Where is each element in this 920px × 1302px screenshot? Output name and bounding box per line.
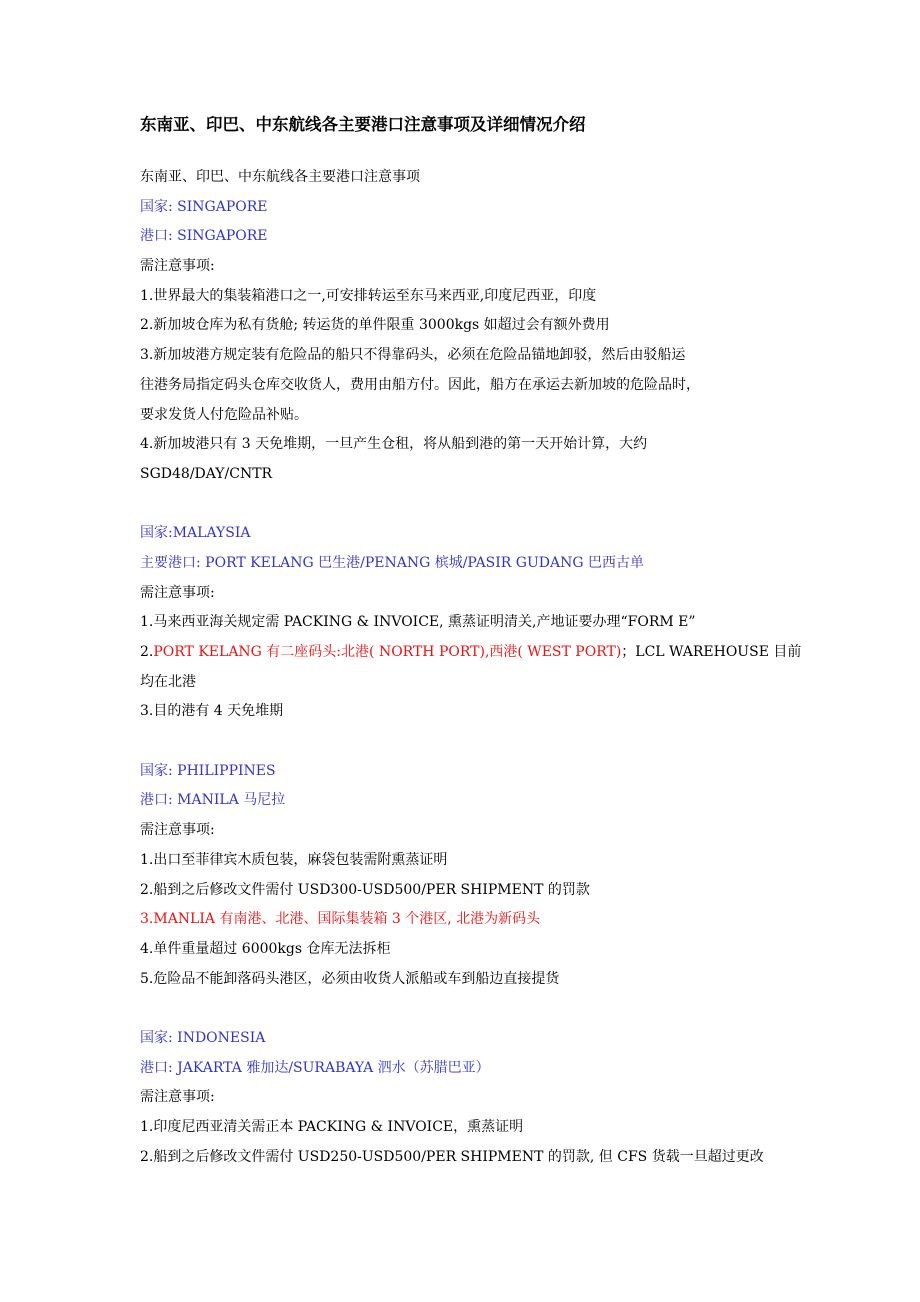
singapore-item-4-line-1: 4.新加坡港只有 3 天免堆期，一旦产生仓租，将从船到港的第一天开始计算，大约 [140, 436, 648, 453]
singapore-item-2: 2.新加坡仓库为私有货舱; 转运货的单件限重 3000kgs 如超过会有额外费用 [140, 317, 610, 334]
philippines-notes-label: 需注意事项: [140, 822, 215, 839]
malaysia-item-2-highlight: PORT KELANG 有二座码头:北港( NORTH PORT),西港( WEST PORT) [153, 644, 622, 660]
singapore-notes-label: 需注意事项: [140, 258, 215, 275]
document-body [140, 163, 802, 1172]
philippines-item-5: 5.危险品不能卸落码头港区，必须由收货人派船或车到船边直接提货 [140, 970, 560, 987]
singapore-item-3-line-3: 要求发货人付危险品补贴。 [140, 406, 308, 423]
malaysia-country: 国家:MALAYSIA [140, 525, 251, 542]
malaysia-item-2-suffix: ；LCL WAREHOUSE 目前 [621, 644, 802, 660]
singapore-item-1: 1.世界最大的集装箱港口之一,可安排转运至东马来西亚,印度尼西亚，印度 [140, 287, 597, 304]
philippines-item-4: 4.单件重量超过 6000kgs 仓库无法拆柜 [140, 940, 391, 957]
malaysia-item-3: 3.目的港有 4 天免堆期 [140, 703, 284, 720]
singapore-item-4-line-2: SGD48/DAY/CNTR [140, 465, 273, 482]
malaysia-notes-label: 需注意事项: [140, 584, 215, 601]
singapore-item-3-line-2: 往港务局指定码头仓库交收货人，费用由船方付。因此，船方在承运去新加坡的危险品时， [140, 376, 700, 393]
malaysia-item-2-prefix: 2. [140, 644, 154, 660]
singapore-port: 港口: SINGAPORE [140, 228, 268, 245]
singapore-country: 国家: SINGAPORE [140, 198, 268, 215]
philippines-country: 国家: PHILIPPINES [140, 762, 276, 779]
philippines-port: 港口: MANILA 马尼拉 [140, 792, 286, 809]
indonesia-country: 国家: INDONESIA [140, 1029, 266, 1046]
philippines-item-2: 2.船到之后修改文件需付 USD300-USD500/PER SHIPMENT 的罚款 [140, 881, 590, 898]
indonesia-item-2: 2.船到之后修改文件需付 USD250-USD500/PER SHIPMENT 的罚款, 但 CFS 货载一旦超过更改 [140, 1148, 764, 1165]
subtitle: 东南亚、印巴、中东航线各主要港口注意事项 [140, 169, 420, 185]
malaysia-port: 主要港口: PORT KELANG 巴生港/PENANG 槟城/PASIR GUDANG 巴西古单 [140, 554, 644, 571]
indonesia-item-1: 1.印度尼西亚清关需正本 PACKING & INVOICE，熏蒸证明 [140, 1119, 524, 1135]
section-spacer [140, 490, 790, 520]
malaysia-item-1: 1.马来西亚海关规定需 PACKING & INVOICE, 熏蒸证明清关,产地证要办理“FORM E” [140, 614, 696, 631]
section-spacer [140, 994, 790, 1024]
malaysia-item-2-line-2: 均在北港 [140, 673, 196, 690]
document-title: 东南亚、印巴、中东航线各主要港口注意事项及详细情况介绍 [140, 115, 586, 134]
philippines-item-1: 1.出口至菲律宾木质包装，麻袋包装需附熏蒸证明 [140, 851, 448, 868]
singapore-item-3-line-1: 3.新加坡港方规定装有危险品的船只不得靠码头，必须在危险品锚地卸驳，然后由驳船运 [140, 347, 686, 364]
indonesia-notes-label: 需注意事项: [140, 1089, 215, 1106]
section-spacer [140, 727, 790, 757]
malaysia-item-2-line-1 [140, 638, 802, 668]
philippines-item-3: 3.MANLIA 有南港、北港、国际集装箱 3 个港区, 北港为新码头 [140, 911, 541, 928]
indonesia-port: 港口: JAKARTA 雅加达/SURABAYA 泗水（苏腊巴亚） [140, 1059, 490, 1076]
